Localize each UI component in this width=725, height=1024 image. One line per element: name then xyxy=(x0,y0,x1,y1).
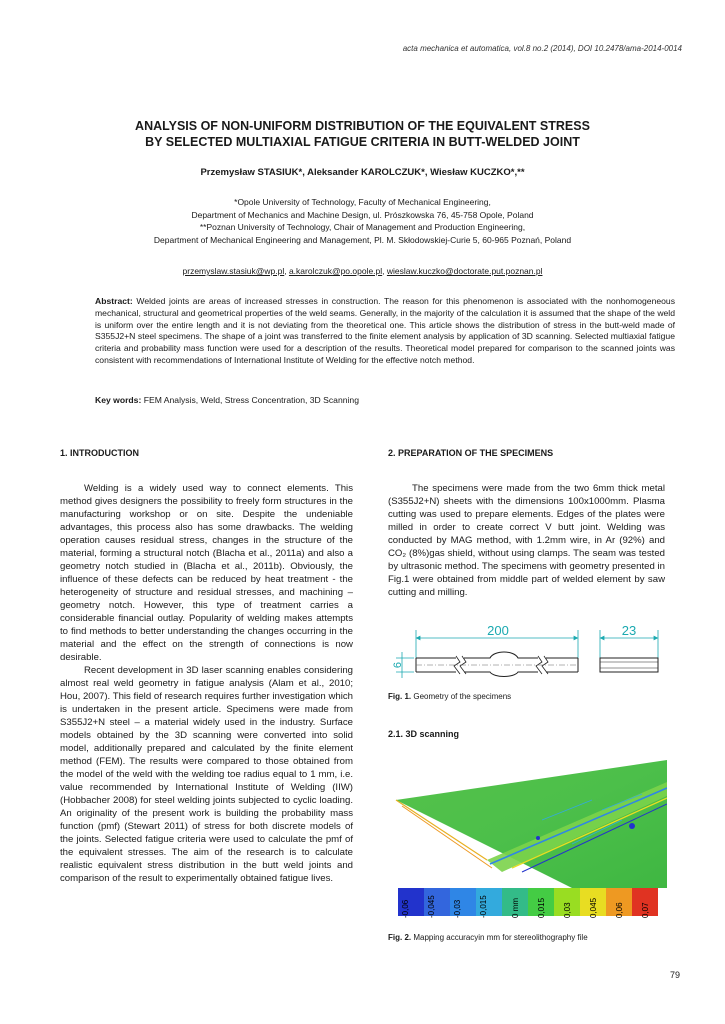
specimens-body xyxy=(388,482,665,599)
paragraph: The specimens were made from the two 6mm thick metal (S355J2+N) sheets with the dimensions 100x1000mm. Plasma cutting was used to prepare elements. Edges of the plates were milled in order to create correct V butt joint. Welding was conducted by MAG method, with 1.2mm wire, in Ar (92%) and CO₂ (8%)gas shield, without using clamps. The seam was tested by ultrasonic method. The specimens with geometry presented in Fig.1 were obtained from middle part of welded element by saw cutting and milling. xyxy=(388,483,665,598)
subsection-heading-3d-scanning: 2.1. 3D scanning xyxy=(388,729,460,739)
scale-label: -0,015 xyxy=(479,895,488,918)
dimension-width-label: 23 xyxy=(621,623,637,638)
figure-2-caption-text: Mapping accuracyin mm for stereolithography file xyxy=(413,933,588,942)
keywords-text: FEM Analysis, Weld, Stress Concentration, 3D Scanning xyxy=(143,395,359,405)
scale-label: 0,03 xyxy=(563,902,572,918)
scale-label: 0,045 xyxy=(589,897,598,918)
introduction-body xyxy=(60,482,353,885)
affiliation-line: Department of Mechanics and Machine Design, ul. Prószkowska 76, 45-758 Opole, Poland xyxy=(191,209,534,220)
figure-2-label: Fig. 2. xyxy=(388,933,412,942)
abstract-text: Welded joints are areas of increased stresses in construction. The reason for this phenomenon is associated with the nonhomogeneous mechanical, structural and geometrical properties of the weld seams. Generally, in the majority of the calculation it is assumed that the shape of the weld is uniform over the entire length and it is not deviating from the theoretical one. This article shows the distribution of stress in the butt-weld made of S355J2+N steel specimens. The shape of a joint was transferred to the finite element analysis by application of 3D scanning. Selected multiaxial fatigue criteria and probability mass function were used for a description of the results. Theoretical model prepared for comparison to the scanned joints was consistent with recommendations of International Institute of Welding for the effective notch method. xyxy=(95,296,676,365)
email-link[interactable]: wieslaw.kuczko@doctorate.put.poznan.pl xyxy=(386,266,543,276)
authors: Przemysław STASIUK*, Aleksander KAROLCZUK*, Wiesław KUCZKO*,** xyxy=(200,167,525,178)
scan-deviation-map-figure xyxy=(392,760,667,922)
paragraph: Recent development in 3D laser scanning enables considering almost real weld geometry in fatigue analysis (Alam et al., 2010; Hou, 2007). This field of research requires further investigation which is undertaken in the present article. Specimens were made from S355J2+N steel – a material widely used in the industry. Surface models obtained by the 3D scanning were converted into solid model, additionally prepared and calculated by the finite element method (FEM). The results were compared to those obtained from the model of the weld with the welding toe radius equal to 1 mm, i.e. value recommended by International Institute of Welding (IIW) (Hobbacher 2008) for steel welding joints subjected to cyclic loading. An originality of the present work is building the probability mass function (pmf) (Stewart 2011) of stress for both discrete models of the joints. Selected fatigue criteria were used to calculate the pmf of the equivalent stresses. The aim of the research is to calculate realistic equivalent stress distribution in the butt weld joints and comparison of the result to experimentally obtained fatigue lives. xyxy=(60,665,353,884)
figure-1-caption-text: Geometry of the specimens xyxy=(413,692,512,701)
affiliations xyxy=(60,196,665,246)
dimension-length-label: 200 xyxy=(487,623,509,638)
scale-label: 0,06 xyxy=(615,902,624,918)
paragraph: Welding is a widely used way to connect elements. This method gives designers the possibility to freely form structures in the manufacturing workshop or on site. Despite the undeniable advantages, this process also has some drawbacks. The welding operation causes residual stress, changes in the structure of the material, forming a structural notch (Blacha et al., 2011a) and also a geometry notch studied in (Blacha et al., 2011b). Obviously, the influence of these defects can be reduced by heat treatment - the heterogeneity of structure and residual stresses, and machining – geometry notch. However, this type of treatment carries a considerable financial outlay. Popularity of welding makes attempts to find methods to better understanding the changes occurring in the material and the effect on the strength of connections is now desirable. xyxy=(60,483,353,663)
journal-header: acta mechanica et automatica, vol.8 no.2 (2014), DOI 10.2478/ama-2014-0014 xyxy=(402,44,682,53)
specimen-geometry-figure xyxy=(388,622,668,684)
emails: przemyslaw.stasiuk@wp.pl, a.karolczuk@po.opole.pl, wieslaw.kuczko@doctorate.put.poznan.pl xyxy=(182,266,543,276)
figure-2-caption xyxy=(388,933,588,942)
figure-1-caption xyxy=(388,692,511,701)
figure-1-label: Fig. 1. xyxy=(388,692,412,701)
affiliation-line: Department of Mechanical Engineering and Management, Pl. M. Skłodowskiej-Curie 5, 60-965 Poznań, Poland xyxy=(153,234,572,245)
scale-label: 0,015 xyxy=(537,897,546,918)
page-number: 79 xyxy=(669,970,680,980)
abstract-label: Abstract: xyxy=(95,296,133,306)
email-link[interactable]: przemyslaw.stasiuk@wp.pl xyxy=(182,266,285,276)
affiliation-line: **Poznan University of Technology, Chair of Management and Production Engineering, xyxy=(199,222,526,232)
scale-label: 0,07 xyxy=(641,902,650,918)
section-heading-specimens: 2. PREPARATION OF THE SPECIMENS xyxy=(388,448,554,458)
dimension-thickness-label: 6 xyxy=(392,661,404,669)
scale-label: -0,03 xyxy=(453,899,462,918)
keywords xyxy=(95,395,675,405)
scale-label: -0,045 xyxy=(427,895,436,918)
abstract xyxy=(95,296,675,367)
title-line-1: ANALYSIS OF NON-UNIFORM DISTRIBUTION OF THE EQUIVALENT STRESS xyxy=(135,119,590,133)
title-line-2: BY SELECTED MULTIAXIAL FATIGUE CRITERIA IN BUTT-WELDED JOINT xyxy=(145,135,580,149)
paper-title xyxy=(60,118,665,150)
scale-label: -0,06 xyxy=(401,899,410,918)
section-heading-introduction: 1. INTRODUCTION xyxy=(60,448,140,458)
affiliation-line: *Opole University of Technology, Faculty of Mechanical Engineering, xyxy=(234,197,491,207)
keywords-label: Key words: xyxy=(95,395,142,405)
scale-label: 0 mm xyxy=(511,898,520,918)
email-link[interactable]: a.karolczuk@po.opole.pl xyxy=(288,266,383,276)
